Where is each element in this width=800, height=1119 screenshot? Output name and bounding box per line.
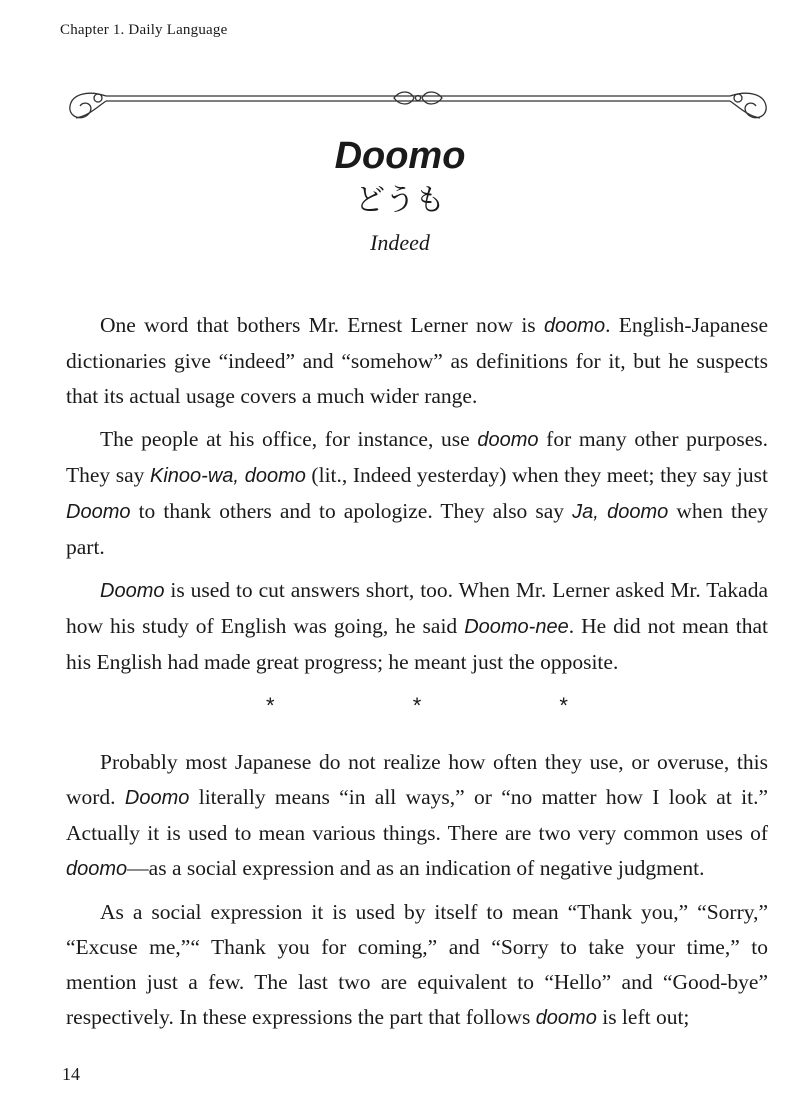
section-break-star: * [266, 693, 275, 718]
entry-gloss: Indeed [370, 230, 430, 255]
paragraph-4: Probably most Japanese do not realize how often they use, or overuse, this word. Doomo literally means “in all ways,” or “no matter how I look at it.” Actually it is used to mean various things. There are two very common uses of doomo—as a social expression and as an indication of negative judgment. [66, 750, 769, 880]
section-break-star: * [412, 693, 422, 718]
paragraph-2: The people at his office, for instance, use doomo for many other purposes. They say Kinoo-wa, doomo (lit., Indeed yesterday) when they meet; they say just Doomo to thank others and to apologize. They also say Ja, doomo when they part. [66, 427, 768, 559]
paragraph-1: One word that bothers Mr. Ernest Lerner now is doomo. English-Japanese dictionaries give “indeed” and “somehow” as definitions for it, but he suspects that its actual usage covers a much wider range. [66, 313, 768, 408]
paragraph-3: Doomo is used to cut answers short, too. When Mr. Lerner asked Mr. Takada how his study of English was going, he said Doomo-nee. He did not mean that his English had made great progress; he meant just the opposite. [66, 578, 768, 674]
page-number: 14 [62, 1064, 80, 1084]
section-break [197, 688, 637, 723]
running-head: Chapter 1. Daily Language [60, 22, 228, 38]
decorative-rule-ornament [58, 78, 778, 128]
section-break-star: * [559, 693, 568, 718]
entry-heading [0, 134, 800, 258]
paragraph-5: As a social expression it is used by itself to mean “Thank you,” “Sorry,” “Excuse me,”“ Thank you for coming,” and “Sorry to take your time,” to mention just a few. The last two are equivalent to “Hello” and “Good-bye” respectively. In these expressions the part that follows doomo is left out; [66, 900, 768, 1029]
entry-kana: どうも [355, 183, 445, 218]
article-body [66, 308, 768, 1044]
entry-title: Doomo [334, 135, 466, 177]
